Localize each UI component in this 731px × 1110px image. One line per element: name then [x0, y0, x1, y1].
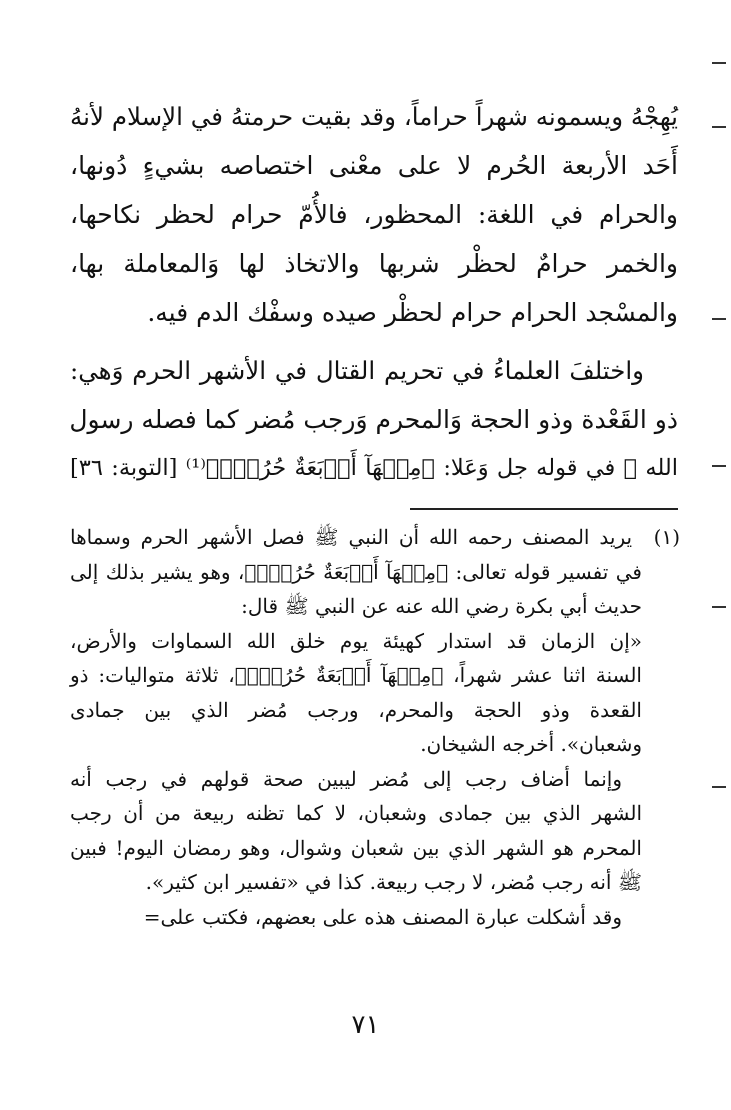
footnote-line — [70, 520, 680, 555]
text-line: ذو القَعْدة وذو الحجة وَالمحرم وَرجب مُضر كما فصله رسول — [69, 405, 678, 434]
footnote-line: الشهر الذي بين جمادى وشعبان، لا كما تظنه ربيعة من أن رجب — [70, 801, 642, 825]
text-line: أَحَد الأربعة الحُرم لا على معْنى اختصاصه بشيءٍ دُونها، — [70, 151, 678, 180]
footnote-line: ﷺ أنه رجب مُضر، لا رجب ربيعة. كذا في «تفسير ابن كثير». — [145, 870, 642, 894]
margin-mark — [712, 62, 726, 64]
footnote-line: في تفسير قوله تعالى: ﴿مِنۡهَآ أَرۡبَعَةٌ حُرُمٌۚ﴾، وهو يشير بذلك إلى — [70, 559, 642, 584]
margin-mark — [712, 786, 726, 788]
main-paragraph-1 — [70, 92, 678, 337]
footnote-line: «إن الزمان قد استدار كهيئة يوم خلق الله السماوات والأرض، — [70, 628, 642, 653]
margin-mark — [712, 606, 726, 608]
text-line: والخمر حرامٌ لحظْر شربها والاتخاذ لها وَالمعاملة بها، — [70, 249, 678, 278]
margin-mark — [712, 126, 726, 128]
margin-mark — [712, 318, 726, 320]
footnote-text: يريد المصنف رحمه الله أن النبي ﷺ فصل الأشهر الحرم وسماها — [70, 525, 633, 549]
footnote-line: وإنما أضاف رجب إلى مُضر ليبين صحة قولهم في رجب أنه — [70, 766, 622, 791]
footnote-line: القعدة وذو الحجة والمحرم، ورجب مُضر الذي بين جمادى — [70, 697, 642, 722]
footnote-separator — [410, 508, 678, 510]
footnote — [70, 520, 680, 934]
footnote-number: (١) — [653, 525, 680, 549]
text-line: الله ﷺ في قوله جل وَعَلا: ﴿مِنۡهَآ أَرۡبَعَةٌ حُرُمٌۚ﴾⁽¹⁾ [التوبة: ٣٦] — [70, 455, 678, 481]
margin-mark — [712, 465, 726, 467]
main-paragraph-2 — [70, 346, 678, 493]
footnote-line: وقد أشكلت عبارة المصنف هذه على بعضهم، فكتب على= — [143, 904, 622, 929]
footnote-line: السنة اثنا عشر شهراً، ﴿مِنۡهَآ أَرۡبَعَةٌ حُرُمٌۚ﴾، ثلاثة متواليات: ذو — [70, 663, 642, 687]
text-line: والمسْجد الحرام حرام لحظْر صيده وسفْك الدم فيه. — [147, 298, 678, 327]
text-line: والحرام في اللغة: المحظور، فالأُمّ حرام لحظر نكاحها، — [70, 200, 678, 229]
footnote-line: حديث أبي بكرة رضي الله عنه عن النبي ﷺ قال: — [241, 594, 642, 618]
footnote-line: وشعبان». أخرجه الشيخان. — [420, 732, 642, 756]
footnote-line: المحرم هو الشهر الذي بين شعبان وشوال، وهو رمضان اليوم! فبين — [70, 835, 642, 860]
text-line: يُهِجْهُ ويسمونه شهراً حراماً، وقد بقيت حرمتهُ في الإسلام لأنهُ — [70, 102, 678, 131]
text-line: واختلفَ العلماءُ في تحريم القتال في الأشهر الحرم وَهي: — [70, 356, 644, 385]
page-number: ٧١ — [351, 1010, 380, 1040]
